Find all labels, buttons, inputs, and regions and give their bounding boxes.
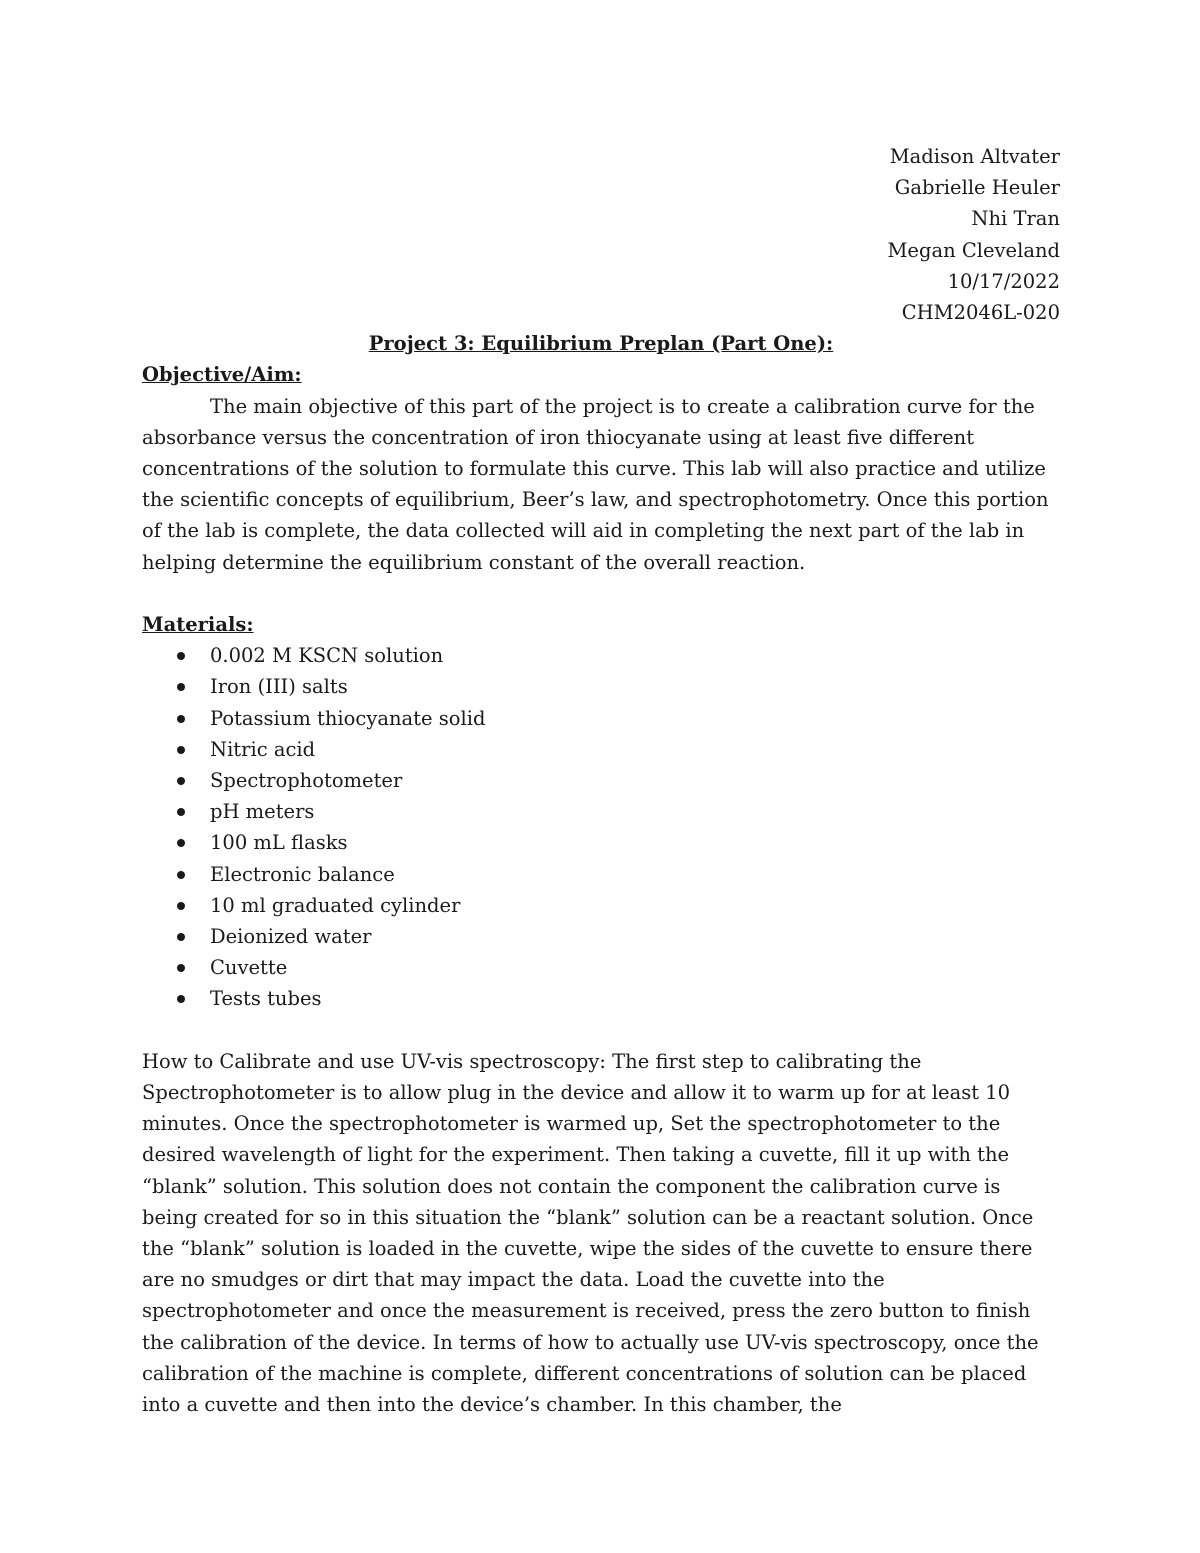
author-header [142,141,1060,328]
objective-heading: Objective/Aim: [142,363,302,387]
bullet-icon [177,839,185,847]
bullet-icon [177,652,185,660]
bullet-icon [177,871,185,879]
list-item [210,734,1060,765]
bullet-icon [177,715,185,723]
list-item [210,640,1060,671]
list-item [210,827,1060,858]
list-item-label: Deionized water [210,925,372,949]
blank-line [142,578,1060,609]
bullet-icon [177,808,185,816]
list-item [210,859,1060,890]
list-item-label: Cuvette [210,956,288,980]
list-item-label: pH meters [210,800,315,824]
bullet-icon [177,746,185,754]
list-item-label: Nitric acid [210,737,316,761]
course-code: CHM2046L-020 [901,301,1060,325]
author-name: Gabrielle Heuler [894,176,1060,200]
objective-paragraph: The main objective of this part of the project is to create a calibration curve for the absorbance versus the concentration of iron thiocyanate using at least five different concentrations of the solution to formulate this curve. This lab will also practice and utilize the scientific concepts of equilibrium, Beer’s law, and spectrophotometry. Once this portion of the lab is complete, the data collected will aid in completing the next part of the lab in helping determine the equilibrium constant of the overall reaction. [142,394,1049,574]
list-item [210,703,1060,734]
author-name: Nhi Tran [971,207,1060,231]
list-item [210,890,1060,921]
author-name: Madison Altvater [889,145,1060,168]
author-name: Megan Cleveland [887,238,1060,262]
list-item-label: 100 mL flasks [210,831,348,855]
list-item-label: Iron (III) salts [210,675,348,699]
list-item-label: Tests tubes [210,987,322,1011]
document-title: Project 3: Equilibrium Preplan (Part One): [368,332,834,356]
materials-heading: Materials: [142,613,254,637]
bullet-icon [177,964,185,972]
bullet-icon [177,933,185,941]
list-item-label: Electronic balance [210,862,395,886]
document-content [142,141,1060,1420]
list-item [210,983,1060,1014]
list-item [210,765,1060,796]
list-item-label: Spectrophotometer [210,769,403,793]
materials-list [142,640,1060,1014]
calibration-paragraph: How to Calibrate and use UV-vis spectroscopy: The first step to calibrating the Spectrophotometer is to allow plug in the device and allow it to warm up for at least 10 minutes. Once the spectrophotometer is warmed up, Set the spectrophotometer to the desired wavelength of light for the experiment. Then taking a cuvette, fill it up with the “blank” solution. This solution does not contain the component the calibration curve is being created for so in this situation the “blank” solution can be a reactant solution. Once the “blank” solution is loaded in the cuvette, wipe the sides of the cuvette to ensure there are no smudges or dirt that may impact the data. Load the cuvette into the spectrophotometer and once the measurement is received, press the zero button to finish the calibration of the device. In terms of how to actually use UV-vis spectroscopy, once the calibration of the machine is complete, different concentrations of solution can be placed into a cuvette and then into the device’s chamber. In this chamber, the [142,1049,1039,1417]
list-item [210,796,1060,827]
list-item-label: Potassium thiocyanate solid [210,706,486,730]
bullet-icon [177,777,185,785]
blank-line [142,1015,1060,1046]
bullet-icon [177,683,185,691]
bullet-icon [177,902,185,910]
list-item [210,921,1060,952]
list-item [210,671,1060,702]
date: 10/17/2022 [947,269,1060,293]
list-item-label: 0.002 M KSCN solution [210,644,444,668]
list-item-label: 10 ml graduated cylinder [210,893,461,917]
bullet-icon [177,995,185,1003]
list-item [210,952,1060,983]
